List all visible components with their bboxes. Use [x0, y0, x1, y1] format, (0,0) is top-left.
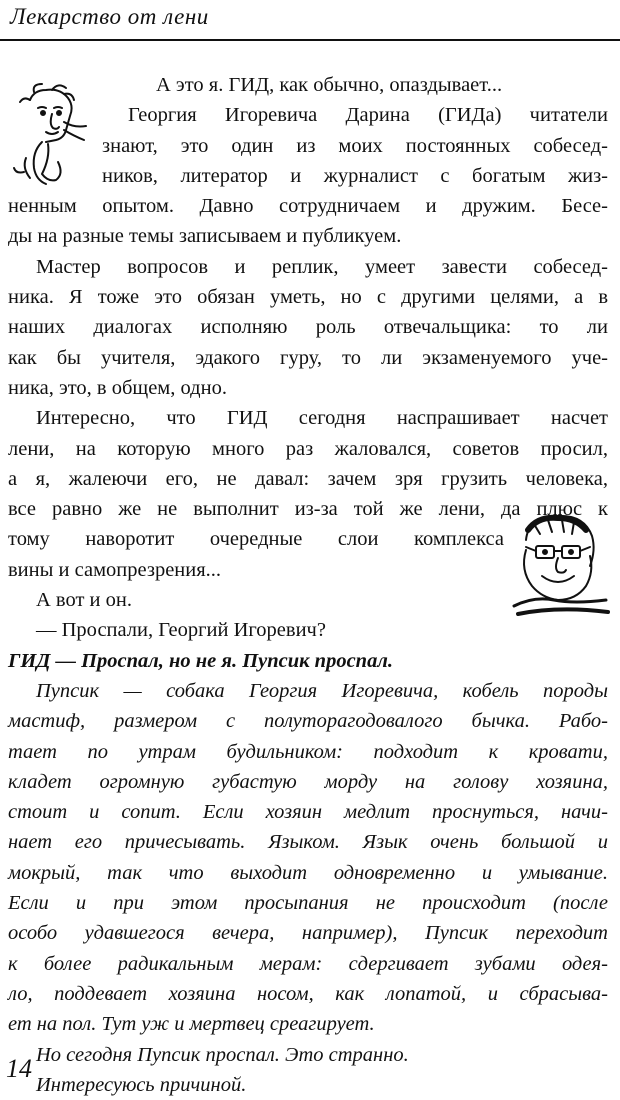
text-line: наших диалогах исполняю роль отвечальщика: то ли: [8, 316, 608, 339]
text-line: все равно же не выполнит из-за той же лени, да плюс к: [8, 498, 608, 521]
text-line: — Проспали, Георгий Игоревич?: [36, 619, 326, 642]
text-line: к более радикальным мерам: сдергивает зубами одея-: [8, 952, 608, 975]
text-line: вины и самопрезрения...: [8, 558, 222, 581]
text-line: тому наворотит очередные слои комплекса: [8, 528, 504, 551]
text-line: ды на разные темы записываем и публикуем.: [8, 225, 402, 248]
running-head: Лекарство от лени: [10, 4, 209, 29]
text-line: Интересуюсь причиной.: [36, 1073, 247, 1096]
text-line: кладет огромную губастую морду на голову хозяина,: [8, 770, 608, 793]
text-line: Пупсик — собака Георгия Игоревича, кобель породы: [36, 679, 608, 702]
text-line: ников, литератор и журналист с богатым жиз-: [102, 164, 608, 187]
header-rule: [0, 39, 620, 41]
text-line: знают, это один из моих постоянных собесед-: [102, 134, 608, 157]
text-line: Мастер вопросов и реплик, умеет завести собесед-: [36, 255, 608, 278]
text-line: лени, на которую много раз жаловался, советов просил,: [8, 437, 608, 460]
text-line: А вот и он.: [36, 589, 132, 612]
text-line: ника, это, в общем, одно.: [8, 376, 227, 399]
text-line: ненным опытом. Давно сотрудничаем и дружим. Бесе-: [8, 195, 608, 218]
text-line: ГИД — Проспал, но не я. Пупсик проспал.: [8, 649, 393, 672]
text-line: стоит и сопит. Если хозяин медлит проснуться, начи-: [8, 801, 608, 824]
text-line: Интересно, что ГИД сегодня наспрашивает насчет: [36, 407, 608, 430]
text-line: Но сегодня Пупсик проспал. Это странно.: [36, 1043, 409, 1066]
text-line: Если и при этом просыпания не происходит (после: [8, 892, 608, 915]
text-line: мастиф, размером с полуторагодовалого бычка. Рабо-: [8, 710, 608, 733]
text-line: А это я. ГИД, как обычно, опаздывает...: [156, 74, 503, 96]
text-line: а я, жалеючи его, не давал: зачем зря грузить человека,: [8, 467, 608, 490]
text-line: как бы учителя, эдакого гуру, то ли экзаменуемого уче-: [8, 346, 608, 369]
text-line: тает по утрам будильником: подходит к кровати,: [8, 740, 608, 763]
text-line: нает его причесывать. Языком. Язык очень большой и: [8, 831, 608, 854]
text-line: Георгия Игоревича Дарина (ГИДа) читатели: [128, 104, 608, 127]
text-line: мокрый, так что выходит одновременно и умывание.: [8, 861, 608, 884]
text-line: ет на пол. Тут уж и мертвец среагирует.: [8, 1013, 375, 1036]
body-text: [8, 70, 608, 1100]
page-number: 14: [6, 1054, 32, 1083]
text-line: особо удавшегося вечера, например), Пупсик переходит: [8, 922, 608, 945]
text-line: ника. Я тоже это обязан уметь, но с другими целями, а в: [8, 286, 608, 309]
text-line: ло, поддевает хозяина носом, как лопатой, и сбрасыва-: [8, 982, 608, 1005]
